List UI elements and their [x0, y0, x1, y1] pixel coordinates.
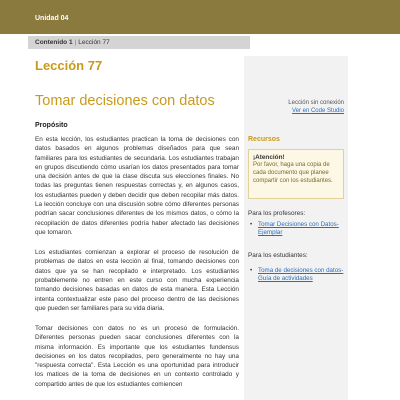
unit-label: Unidad 04 [35, 15, 69, 22]
resources-heading: Recursos [248, 136, 280, 143]
breadcrumb-separator: | [74, 39, 77, 46]
breadcrumb-content[interactable]: Contenido 1 [35, 39, 73, 46]
list-item [248, 267, 346, 284]
teachers-label: Para los profesores: [248, 210, 306, 217]
bullet-icon: • [250, 221, 253, 228]
code-studio-link[interactable]: Ver en Code Studio [291, 107, 344, 114]
unit-header-bar [0, 0, 400, 34]
notice-title: ¡Atención! [253, 154, 285, 161]
teacher-exemplar-link[interactable]: Tomar Decisiones con Datos- Ejemplar [258, 221, 339, 237]
offline-lesson-block [288, 100, 344, 116]
students-resource-list [248, 267, 346, 284]
offline-lesson-label: Lección sin conexión [288, 100, 344, 106]
page-title: Lección 77 [35, 58, 103, 73]
purpose-paragraph-2: Los estudiantes comienzan a explorar el proceso de resolución de problemas de datos en esta lección al final, tomando decisiones con datos que ya se han recopilado e interpretado. Los estudiantes probablemente no entren en este curso con mucha experiencia tomando decisiones basadas en datos de esta manera. Esta Lección intenta contextualizar este paso del proceso dentro de las decisiones que pueden ser familiares para su vida diaria. [35, 249, 239, 312]
bullet-icon: • [250, 267, 253, 274]
breadcrumb [28, 36, 250, 49]
notice-body: Por favor, haga una copia de cada documento que planee compartir con los estudiantes. [253, 162, 333, 184]
lesson-subtitle: Tomar decisiones con datos [35, 93, 215, 109]
list-item [248, 221, 346, 238]
students-label: Para los estudiantes: [248, 252, 308, 259]
teachers-resource-list [248, 221, 346, 238]
purpose-paragraph-1: En esta lección, los estudiantes practican la toma de decisiones con datos basados en algunos problemas diseñados para que sean familiares para los estudiantes de secundaria. Los estudiantes trabajan en grupos discutiendo cómo usarían los datos presentados para tomar una decisión antes de que la clase discuta sus elecciones finales. No todas las preguntas tienen respuestas correctas y, en algunos casos, los estudiantes pueden y deben decidir que deben recopilar más datos. La lección concluye con una discusión sobre cómo diferentes personas podrían sacar conclusiones diferentes de los mismos datos, o cómo la recopilación de datos diferentes podría haber afectado las decisiones que tomaron. [35, 136, 239, 236]
breadcrumb-lesson[interactable]: Lección 77 [78, 39, 110, 46]
purpose-paragraph-3: Tomar decisiones con datos no es un proceso de formulación. Diferentes personas pueden sacar conclusiones diferentes con la misma información. Es importante que los estudiantes fundensus decisiones en los datos recopilados, pero generalmente no hay una "respuesta correcta". Esta Lección es una oportunidad para introducir los matices de la toma de decisiones en un contexto controlado y compartido antes de que los estudiantes comiencen [35, 325, 239, 388]
resources-sidebar [244, 56, 348, 400]
lesson-main-content [35, 56, 239, 389]
student-activity-guide-link[interactable]: Toma de decisiones con datos- Guía de actividades [258, 267, 344, 283]
section-heading-purpose: Propósito [35, 122, 68, 129]
attention-notice [248, 149, 344, 199]
